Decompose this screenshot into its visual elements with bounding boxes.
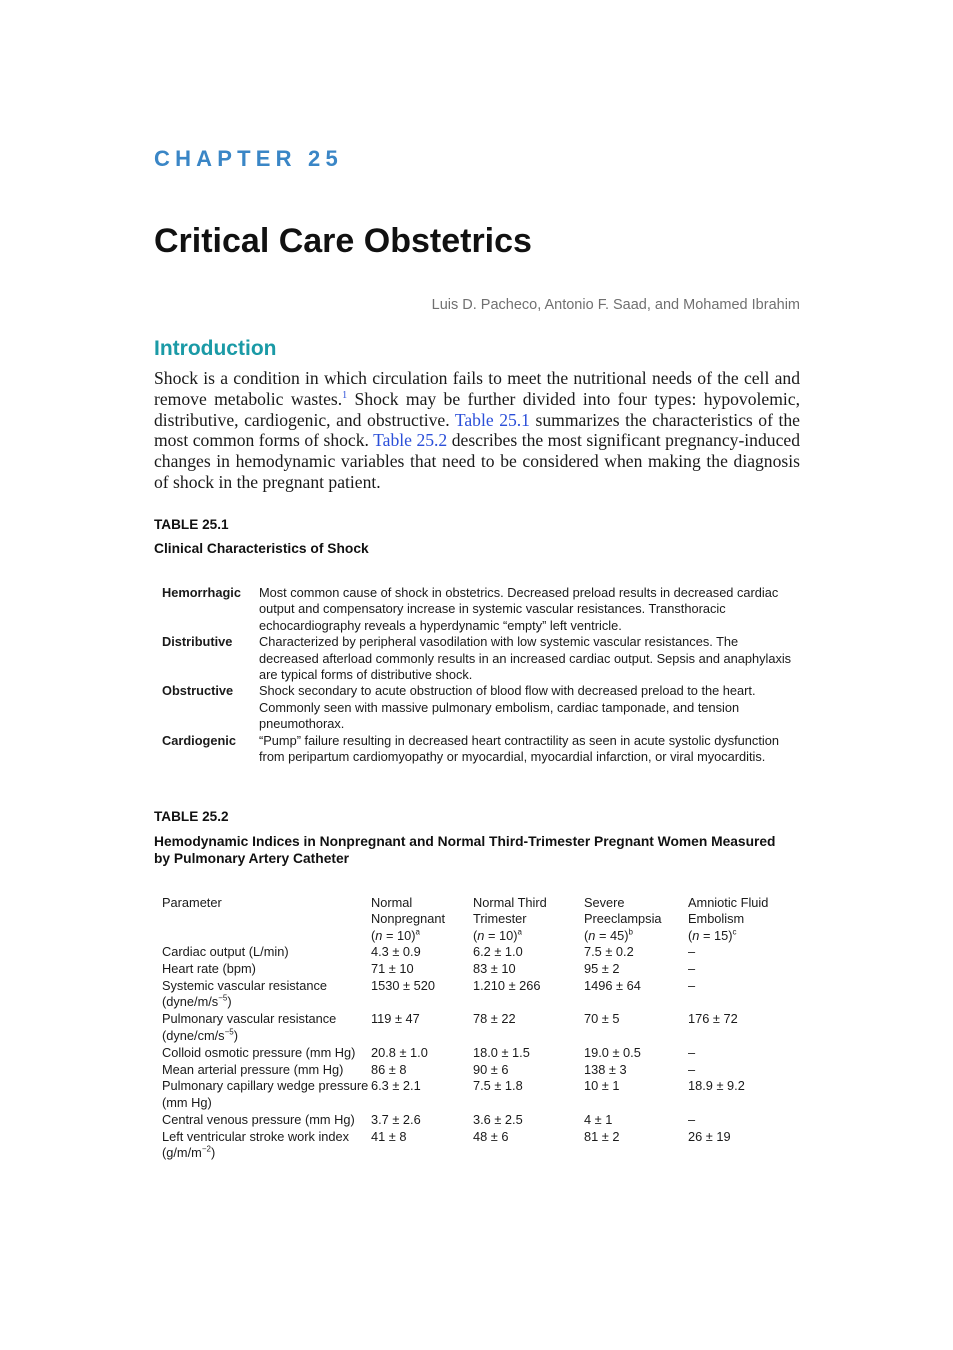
hemodynamic-indices-table [162, 895, 802, 1162]
value-cell: 176 ± 72 [688, 1011, 738, 1027]
value-cell: 86 ± 8 [371, 1061, 407, 1077]
value-cell: 7.5 ± 1.8 [473, 1078, 523, 1094]
shock-type-term: Hemorrhagic [162, 585, 241, 600]
parameter-cell: Systemic vascular resistance $(dyne/m/s^{-5})$ [162, 978, 327, 1010]
table-row [162, 1011, 802, 1044]
value-cell: 95 ± 2 [584, 961, 620, 977]
shock-type-term: Obstructive [162, 683, 234, 699]
table-2-label: TABLE 25.2 [154, 809, 229, 824]
value-cell: 3.7 ± 2.6 [371, 1111, 421, 1127]
shock-type-description: “Pump” failure resulting in decreased heart contractility as seen in acute systolic dysfunction from peripartum cardiomyopathy or myocardial, myocardial infarction, or viral myocarditis. [259, 732, 779, 765]
table-row [162, 1129, 802, 1162]
table-row [162, 1112, 802, 1129]
table-row [162, 634, 802, 683]
table-row [162, 961, 802, 978]
value-cell: 4 ± 1 [584, 1111, 613, 1127]
introduction-paragraph [154, 368, 800, 493]
parameter-cell: Heart rate (bpm) [162, 961, 256, 977]
intro-text-1: Shock is a condition in which circulation fails to meet the nutritional needs of the cell and remove metabolic wastes. [154, 368, 800, 409]
shock-type-description: Most common cause of shock in obstetrics. Decreased preload results in decreased cardiac output and compensatory increase in systemic vascular resistances. Transthoracic echocardiography reveals a hyperdynamic “empty” left ventricle. [259, 585, 779, 633]
value-cell: 7.5 ± 0.2 [584, 944, 634, 960]
value-cell: 18.0 ± 1.5 [473, 1044, 530, 1060]
column-header: Normal Nonpregnant (n = 10)$^a$ [371, 895, 445, 943]
parameter-cell: Pulmonary capillary wedge pressure (mm Hg) [162, 1078, 369, 1110]
table-row [162, 733, 802, 766]
chapter-label: CHAPTER 25 [154, 146, 343, 171]
table-row [162, 1045, 802, 1062]
shock-type-description: Shock secondary to acute obstruction of blood flow with decreased preload to the heart. Commonly seen with massive pulmonary embolism, cardiac tamponade, and tension pneumothorax. [259, 683, 756, 732]
value-cell: 18.9 ± 9.2 [688, 1078, 745, 1094]
value-cell: 138 ± 3 [584, 1061, 627, 1077]
value-cell: 78 ± 22 [473, 1011, 516, 1027]
chapter-title: Critical Care Obstetrics [154, 222, 532, 260]
column-header: Severe Preeclampsia (n = 45)$^b$ [584, 895, 662, 943]
parameter-cell: Mean arterial pressure (mm Hg) [162, 1061, 344, 1077]
value-cell: – [688, 961, 696, 977]
section-heading-introduction: Introduction [154, 337, 277, 360]
value-cell: – [688, 944, 696, 960]
shock-type-description: Characterized by peripheral vasodilation with low systemic vascular resistances. The decreased afterload commonly results in an increased cardiac output. Sepsis and anaphylaxis are typical forms of distributive shock. [259, 634, 792, 683]
parameter-cell: Central venous pressure (mm Hg) [162, 1111, 355, 1127]
parameter-cell: Pulmonary vascular resistance $(dyne/cm/s^{-5})$ [162, 1011, 337, 1043]
table-1-caption: Clinical Characteristics of Shock [154, 541, 369, 556]
value-cell: 20.8 ± 1.0 [371, 1044, 428, 1060]
intro-text-3: summarizes the characteristics of the most common forms of shock. [154, 409, 800, 451]
shock-type-term: Cardiogenic [162, 732, 236, 748]
parameter-cell: Left ventricular stroke work index $(g/m/m^{-2})$ [162, 1128, 350, 1161]
value-cell: 4.3 ± 0.9 [371, 944, 421, 960]
intro-text-2: Shock may be further divided into four types: hypovolemic, distributive, cardiogenic, and obstructive. [154, 388, 800, 430]
chapter-authors: Luis D. Pacheco, Antonio F. Saad, and Mohamed Ibrahim [431, 297, 800, 313]
table-1-label: TABLE 25.1 [154, 517, 229, 532]
column-header-parameter: Parameter [162, 895, 222, 910]
value-cell: – [688, 1111, 696, 1127]
value-cell: 10 ± 1 [584, 1078, 620, 1094]
table-row [162, 1078, 802, 1111]
value-cell: 6.3 ± 2.1 [371, 1078, 421, 1094]
value-cell: 1.210 ± 266 [473, 978, 541, 994]
shock-types-table [162, 585, 802, 765]
column-header: Normal Third Trimester (n = 10)$^a$ [473, 895, 547, 943]
table-25-1-link[interactable]: Table 25.1 [454, 409, 530, 430]
table-row [162, 944, 802, 961]
value-cell: 119 ± 47 [371, 1011, 420, 1027]
parameter-cell: Colloid osmotic pressure (mm Hg) [162, 1044, 356, 1060]
column-header: Amniotic Fluid Embolism (n = 15)$^c$ [688, 895, 769, 943]
value-cell: 90 ± 6 [473, 1061, 509, 1077]
value-cell: 41 ± 8 [371, 1128, 407, 1144]
table-body [162, 944, 802, 1162]
value-cell: 1530 ± 520 [371, 978, 435, 994]
table-row [162, 978, 802, 1011]
table-row [162, 1062, 802, 1079]
shock-type-term: Distributive [162, 634, 233, 650]
table-row [162, 585, 802, 634]
value-cell: 6.2 ± 1.0 [473, 944, 523, 960]
table-2-caption: Hemodynamic Indices in Nonpregnant and Normal Third-Trimester Pregnant Women Measured by Pulmonary Artery Catheter [154, 834, 776, 866]
value-cell: 83 ± 10 [473, 961, 516, 977]
value-cell: 81 ± 2 [584, 1128, 620, 1144]
value-cell: 19.0 ± 0.5 [584, 1044, 641, 1060]
value-cell: – [688, 1061, 696, 1077]
value-cell: 3.6 ± 2.5 [473, 1111, 523, 1127]
footnote-ref[interactable]: 1 [342, 389, 348, 401]
value-cell: 26 ± 19 [688, 1128, 731, 1144]
table-header-row [162, 895, 802, 944]
intro-text-4: describes the most significant pregnancy-induced changes in hemodynamic variables that need to be considered when making the diagnosis of shock in the pregnant patient. [154, 430, 800, 492]
value-cell: – [688, 978, 696, 994]
parameter-cell: Cardiac output (L/min) [162, 944, 289, 960]
value-cell: 1496 ± 64 [584, 978, 641, 994]
value-cell: 71 ± 10 [371, 961, 414, 977]
table-25-2-link[interactable]: Table 25.2 [373, 430, 448, 451]
value-cell: 48 ± 6 [473, 1128, 509, 1144]
table-row [162, 683, 802, 732]
value-cell: – [688, 1044, 696, 1060]
value-cell: 70 ± 5 [584, 1011, 620, 1027]
